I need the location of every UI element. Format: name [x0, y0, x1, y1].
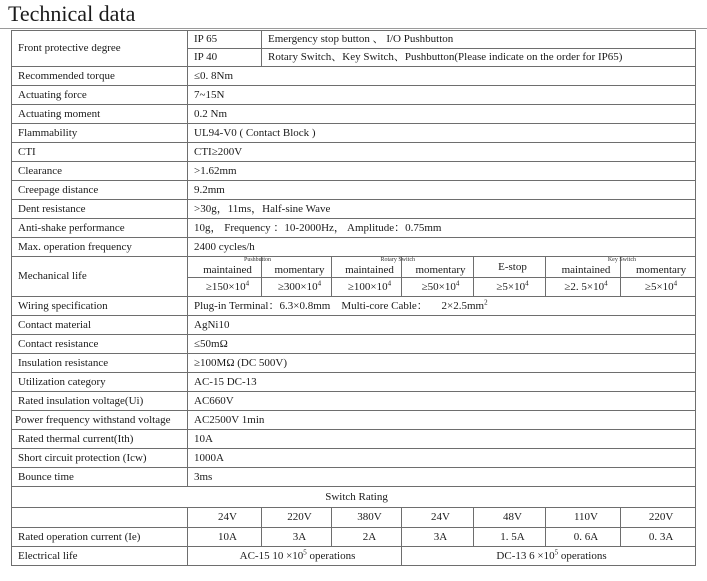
label-clearance: Clearance	[12, 162, 188, 181]
current-cell: 0. 3A	[621, 528, 696, 547]
row-contact-material	[12, 316, 696, 335]
row-recommended-torque	[12, 67, 696, 86]
row-flammability	[12, 124, 696, 143]
label-cti: CTI	[12, 143, 188, 162]
row-rated-operation-current	[12, 528, 696, 547]
value-rated-thermal-current: 10A	[188, 430, 696, 449]
label-mechanical-life: Mechanical life	[12, 257, 188, 297]
row-front-protective-degree	[12, 31, 696, 49]
value-contact-material: AgNi10	[188, 316, 696, 335]
pb-maintained-value: $\ge 150\times 10^4$	[188, 278, 262, 297]
label-short-circuit-protection: Short circuit protection (Icw)	[12, 449, 188, 468]
label-rated-operation-current: Rated operation current (Ie)	[12, 528, 188, 547]
dc-electrical-life: DC-13 $6 \times 10^5$ operations	[402, 547, 696, 566]
row-max-operation-frequency	[12, 238, 696, 257]
label-power-frequency-withstand: Power frequency withstand voltage	[12, 411, 188, 430]
value-insulation-resistance: ≥100MΩ (DC 500V)	[188, 354, 696, 373]
row-wiring-specification	[12, 297, 696, 316]
value-actuating-force: 7~15N	[188, 86, 696, 105]
ip65-code: IP 65	[188, 31, 262, 49]
row-creepage-distance	[12, 181, 696, 200]
ks-maintained-header	[546, 257, 636, 278]
current-cell: 0. 6A	[546, 528, 621, 547]
current-cell: 2A	[332, 528, 402, 547]
label-contact-resistance: Contact resistance	[12, 335, 188, 354]
key-switch-group-label: Key Switch	[607, 257, 636, 263]
label-rated-insulation-voltage: Rated insulation voltage(Ui)	[12, 392, 188, 411]
voltage-cell: 24V	[402, 508, 474, 528]
row-actuating-moment	[12, 105, 696, 124]
label-anti-shake: Anti-shake performance	[12, 219, 188, 238]
voltage-cell: 380V	[332, 508, 402, 528]
row-short-circuit-protection	[12, 449, 696, 468]
value-max-operation-frequency: 2400 cycles/h	[188, 238, 696, 257]
row-insulation-resistance	[12, 354, 696, 373]
pb-momentary-value: $\ge 300\times 10^4$	[262, 278, 332, 297]
row-cti	[12, 143, 696, 162]
value-recommended-torque: ≤0. 8Nm	[188, 67, 696, 86]
switch-rating-title: Switch Rating	[12, 487, 696, 508]
pb-momentary-label: momentary	[274, 264, 325, 276]
ip40-code: IP 40	[188, 49, 262, 67]
voltage-cell: 48V	[474, 508, 546, 528]
row-bounce-time	[12, 468, 696, 487]
row-rated-thermal-current	[12, 430, 696, 449]
ks-momentary-label: momentary	[635, 264, 687, 276]
title-rule	[0, 28, 707, 29]
ip65-text: Emergency stop button 、 I/O Pushbutton	[262, 31, 696, 49]
pb-momentary-header	[262, 257, 332, 278]
value-utilization-category: AC-15 DC-13	[188, 373, 696, 392]
estop-header: E-stop	[474, 257, 546, 278]
technical-data-table	[11, 30, 696, 566]
label-recommended-torque: Recommended torque	[12, 67, 188, 86]
row-electrical-life	[12, 547, 696, 566]
value-anti-shake: 10g， Frequency ：10-2000Hz， Amplitude：0.75mm	[188, 219, 696, 238]
current-cell: 1. 5A	[474, 528, 546, 547]
rs-maintained-header	[332, 257, 415, 278]
row-clearance	[12, 162, 696, 181]
rs-maintained-value: $\ge 100\times 10^4$	[332, 278, 402, 297]
row-power-frequency-withstand	[12, 411, 696, 430]
voltage-header-spacer	[12, 508, 188, 528]
value-flammability: UL94-V0 ( Contact Block )	[188, 124, 696, 143]
label-wiring-specification: Wiring specification	[12, 297, 188, 316]
rotary-group-label: Rotary Switch	[380, 257, 415, 263]
label-electrical-life: Electrical life	[12, 547, 188, 566]
label-creepage-distance: Creepage distance	[12, 181, 188, 200]
value-rated-insulation-voltage: AC660V	[188, 392, 696, 411]
pb-maintained-header	[188, 257, 271, 278]
value-bounce-time: 3ms	[188, 468, 696, 487]
ks-maintained-value: ≥2. $5\times 10^4$	[546, 278, 621, 297]
label-max-operation-frequency: Max. operation frequency	[12, 238, 188, 257]
page-title: Technical data	[8, 1, 136, 26]
voltage-cell: 110V	[546, 508, 621, 528]
current-cell: 3A	[262, 528, 332, 547]
label-contact-material: Contact material	[12, 316, 188, 335]
rs-momentary-value: $\ge 50\times 10^4$	[402, 278, 474, 297]
pushbutton-group-label: Pushbutton	[243, 257, 271, 263]
label-utilization-category: Utilization category	[12, 373, 188, 392]
row-mechanical-life-headers	[12, 257, 696, 278]
label-bounce-time: Bounce time	[12, 468, 188, 487]
row-utilization-category	[12, 373, 696, 392]
label-insulation-resistance: Insulation resistance	[12, 354, 188, 373]
label-actuating-moment: Actuating moment	[12, 105, 188, 124]
ks-maintained-label: maintained	[561, 264, 611, 276]
rs-momentary-label: momentary	[415, 264, 466, 276]
current-cell: 3A	[402, 528, 474, 547]
row-rated-insulation-voltage	[12, 392, 696, 411]
label-front-protective-degree: Front protective degree	[12, 31, 188, 67]
value-creepage-distance: 9.2mm	[188, 181, 696, 200]
voltage-cell: 220V	[262, 508, 332, 528]
value-cti: CTI≥200V	[188, 143, 696, 162]
current-cell: 10A	[188, 528, 262, 547]
label-dent-resistance: Dent resistance	[12, 200, 188, 219]
value-contact-resistance: ≤50mΩ	[188, 335, 696, 354]
pb-maintained-label: maintained	[203, 264, 252, 276]
label-rated-thermal-current: Rated thermal current(Ith)	[12, 430, 188, 449]
value-power-frequency-withstand: AC2500V 1min	[188, 411, 696, 430]
value-dent-resistance: >30g，11ms，Half-sine Wave	[188, 200, 696, 219]
row-anti-shake	[12, 219, 696, 238]
value-short-circuit-protection: 1000A	[188, 449, 696, 468]
row-switch-rating-title	[12, 487, 696, 508]
value-clearance: >1.62mm	[188, 162, 696, 181]
value-wiring-specification: Plug-in Terminal：6.3×0.8mm Multi-core Cable： $2\times 2.5mm^2$	[188, 297, 696, 316]
ac-electrical-life: AC-15 $10 \times 10^5$ operations	[188, 547, 402, 566]
ks-momentary-value: $\ge 5\times 10^4$	[621, 278, 696, 297]
estop-value: $\ge 5\times 10^4$	[474, 278, 546, 297]
label-flammability: Flammability	[12, 124, 188, 143]
row-actuating-force	[12, 86, 696, 105]
rs-maintained-label: maintained	[345, 264, 394, 276]
value-actuating-moment: 0.2 Nm	[188, 105, 696, 124]
row-dent-resistance	[12, 200, 696, 219]
row-switch-voltages	[12, 508, 696, 528]
row-contact-resistance	[12, 335, 696, 354]
voltage-cell: 24V	[188, 508, 262, 528]
voltage-cell: 220V	[621, 508, 696, 528]
label-actuating-force: Actuating force	[12, 86, 188, 105]
ip40-text: Rotary Switch、Key Switch、Pushbutton(Please indicate on the order for IP65)	[262, 49, 696, 67]
